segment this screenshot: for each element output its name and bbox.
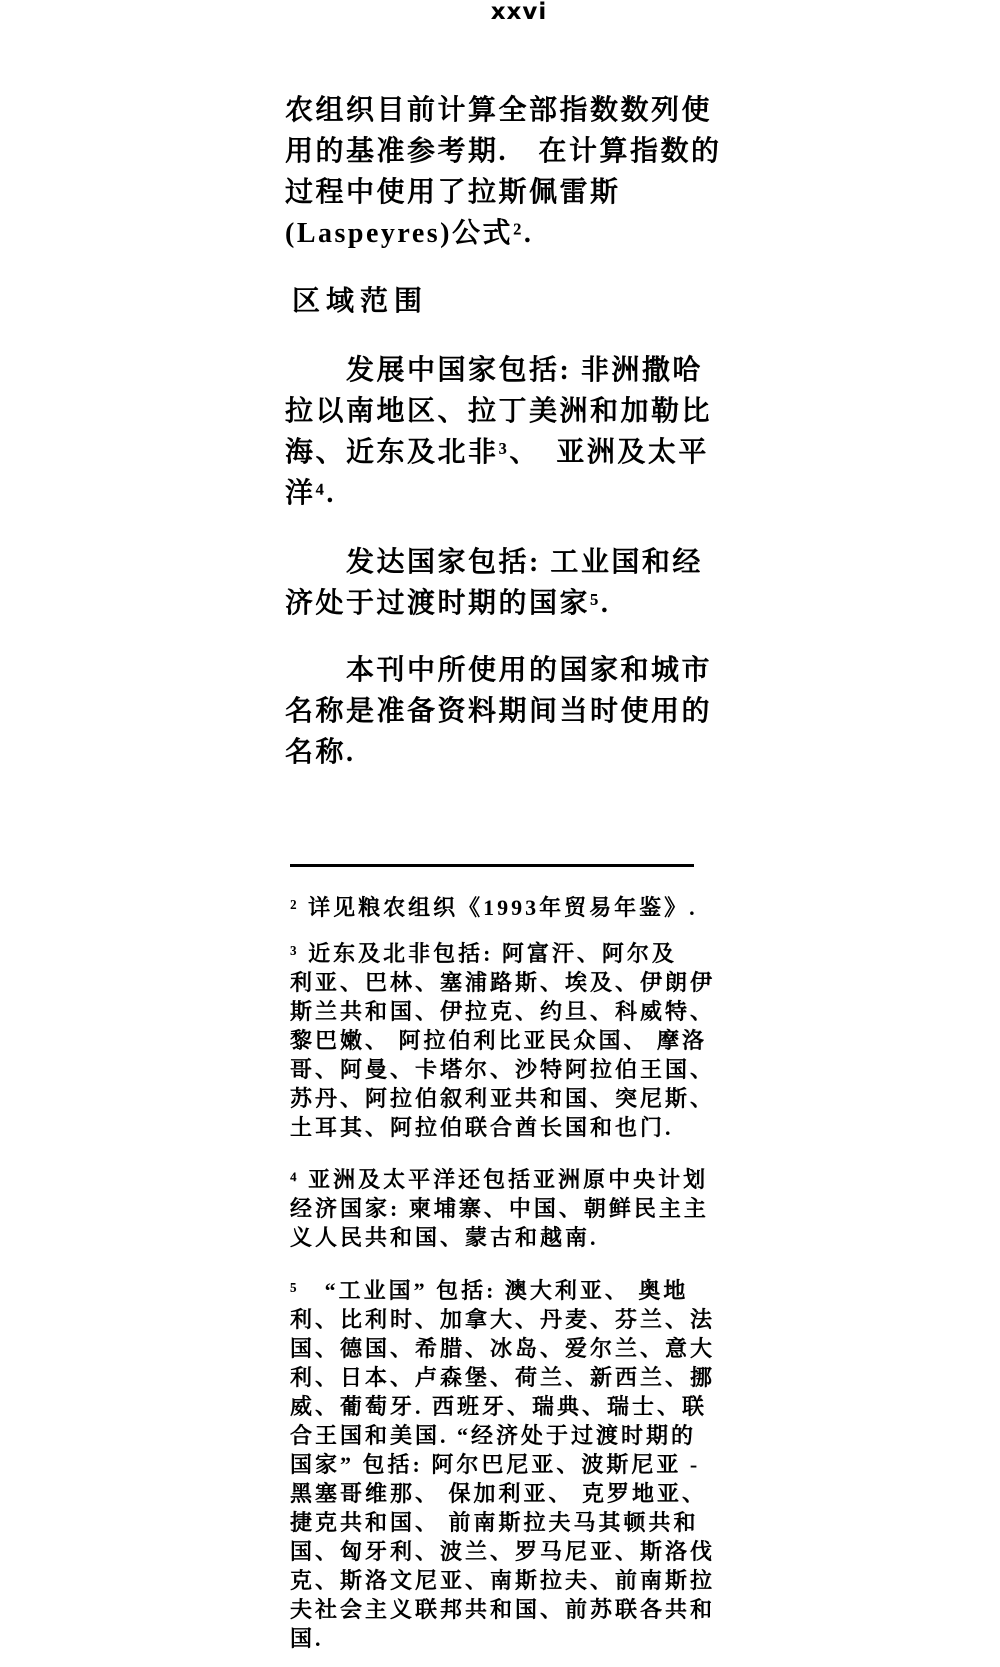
- text-line: 发达国家包括: 工业国和经: [346, 547, 703, 578]
- body-paragraph-2: [285, 350, 730, 514]
- text-line: ⁴ 亚洲及太平洋还包括亚洲原中央计划: [290, 1167, 709, 1192]
- text-line: 海、近东及北非³、 亚洲及太平: [285, 437, 709, 468]
- body-paragraph-1: [285, 90, 730, 254]
- text-line: 国、德国、希腊、冰岛、爱尔兰、意大: [290, 1336, 716, 1361]
- text-line: 发展中国家包括: 非洲撒哈: [346, 355, 703, 386]
- text-line: 用的基准参考期. 在计算指数的: [285, 136, 722, 167]
- text-line: 哥、阿曼、卡塔尔、沙特阿拉伯王国、: [290, 1057, 716, 1082]
- text-line: 拉以南地区、拉丁美洲和加勒比: [285, 396, 713, 427]
- page-number: xxvi: [490, 0, 548, 25]
- text-line: 义人民共和国、蒙古和越南.: [290, 1225, 599, 1250]
- text-line: 土耳其、阿拉伯联合酋长国和也门.: [290, 1115, 674, 1140]
- text-line: 利、比利时、加拿大、丹麦、芬兰、法: [290, 1307, 716, 1332]
- text-line: 经济国家: 柬埔寨、中国、朝鲜民主主: [290, 1196, 709, 1221]
- text-line: 合王国和美国. “经济处于过渡时期的: [290, 1423, 697, 1448]
- text-line: 国、匈牙利、波兰、罗马尼亚、斯洛伐: [290, 1539, 716, 1564]
- text-line: ² 详见粮农组织《1993年贸易年鉴》.: [290, 895, 698, 920]
- footnote-4: [290, 1165, 730, 1252]
- text-line: 利亚、巴林、塞浦路斯、埃及、伊朗伊: [290, 970, 716, 995]
- text-line: 克、斯洛文尼亚、南斯拉夫、前南斯拉: [290, 1568, 716, 1593]
- text-line: 利、日本、卢森堡、荷兰、新西兰、挪: [290, 1365, 716, 1390]
- footnote-2: [290, 893, 730, 922]
- text-line: 济处于过渡时期的国家⁵.: [285, 588, 611, 619]
- text-line: 过程中使用了拉斯佩雷斯: [285, 177, 621, 208]
- text-line: 本刊中所使用的国家和城市: [346, 655, 713, 686]
- text-line: 国.: [290, 1626, 324, 1651]
- text-line: (Laspeyres)公式².: [285, 218, 534, 249]
- text-line: ³ 近东及北非包括: 阿富汗、阿尔及: [290, 941, 677, 966]
- text-line: 斯兰共和国、伊拉克、约旦、科威特、: [290, 999, 716, 1024]
- text-line: 国家” 包括: 阿尔巴尼亚、波斯尼亚 -: [290, 1452, 701, 1477]
- body-paragraph-4: [285, 650, 730, 773]
- footnote-5: [290, 1276, 730, 1653]
- text-line: 名称.: [285, 737, 356, 768]
- text-line: 威、葡萄牙. 西班牙、瑞典、瑞士、联: [290, 1394, 708, 1419]
- text-line: 苏丹、阿拉伯叙利亚共和国、突尼斯、: [290, 1086, 716, 1111]
- text-line: 黎巴嫩、 阿拉伯利比亚民众国、 摩洛: [290, 1028, 708, 1053]
- text-line: 洋⁴.: [285, 478, 336, 509]
- footnote-separator-rule: [290, 864, 694, 867]
- footnote-3: [290, 939, 730, 1142]
- text-line: 捷克共和国、 前南斯拉夫马其顿共和: [290, 1510, 699, 1535]
- section-heading: 区域范围: [292, 286, 429, 317]
- text-line: 黑塞哥维那、 保加利亚、 克罗地亚、: [290, 1481, 708, 1506]
- text-line: 夫社会主义联邦共和国、前苏联各共和: [290, 1597, 716, 1622]
- text-line: ⁵ “工业国” 包括: 澳大利亚、 奥地: [290, 1278, 689, 1303]
- body-paragraph-3: [285, 542, 730, 624]
- text-line: 名称是准备资料期间当时使用的: [285, 696, 713, 727]
- text-line: 农组织目前计算全部指数数列使: [285, 95, 713, 126]
